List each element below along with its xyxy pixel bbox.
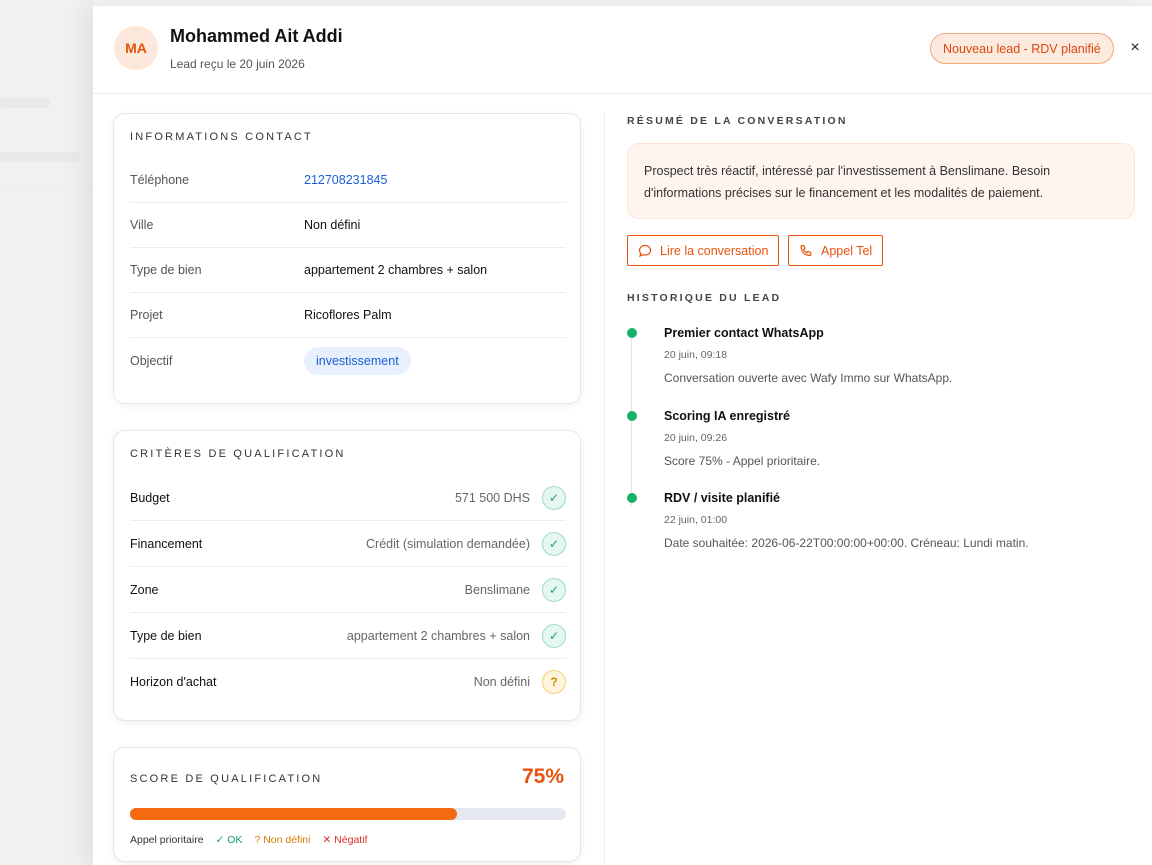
timeline-time: 22 juin, 01:00 [664,514,728,526]
criteria-value: appartement 2 chambres + salon [346,629,530,643]
background-nav-item [0,98,50,108]
criteria-label: Budget [130,491,170,505]
info-row-phone [130,158,566,203]
lead-drawer [93,5,1152,865]
qualification-score-card [113,747,581,862]
criteria-row-budget [130,475,566,521]
score-progress-bar [130,808,566,820]
card-title: CRITÈRES DE QUALIFICATION [130,448,346,460]
close-icon[interactable]: × [1130,39,1140,56]
check-icon: ✓ [542,578,566,602]
criteria-row-property-type [130,613,566,659]
timeline-desc: Conversation ouverte avec Wafy Immo sur WhatsApp. [664,371,953,385]
criteria-label: Horizon d'achat [130,675,217,689]
history-title: HISTORIQUE DU LEAD [627,292,782,304]
contact-info-card [113,113,581,404]
read-conversation-label: Lire la conversation [660,243,769,258]
avatar: MA [114,26,158,70]
timeline-line [631,336,632,506]
criteria-row-financing [130,521,566,567]
legend-ok: ✓ OK [215,834,243,846]
drawer-header [93,6,1152,94]
check-icon: ✓ [542,486,566,510]
criteria-row-zone [130,567,566,613]
legend-negative: ✕ Négatif [322,834,368,846]
background-divider [0,188,93,189]
info-row-project [130,293,566,338]
info-label: Objectif [130,354,173,368]
criteria-value: Benslimane [464,583,530,597]
criteria-label: Zone [130,583,159,597]
info-row-city [130,203,566,248]
question-icon: ? [542,670,566,694]
info-value: Ricoflores Palm [304,308,392,322]
check-icon: ✓ [542,532,566,556]
legend-unknown: ? Non défini [254,834,311,846]
info-label: Projet [130,308,163,322]
timeline-dot [627,493,637,503]
qualification-criteria-card [113,430,581,721]
info-value: appartement 2 chambres + salon [304,263,488,277]
timeline-title: Scoring IA enregistré [664,409,790,423]
criteria-label: Financement [130,537,203,551]
check-icon: ✓ [542,624,566,648]
lead-name: Mohammed Ait Addi [170,26,343,46]
timeline-title: Premier contact WhatsApp [664,326,824,340]
score-value: 75% [521,765,564,788]
timeline-time: 20 juin, 09:18 [664,349,728,361]
phone-icon [799,244,813,258]
info-value: Non défini [304,218,361,232]
background-sidebar [0,0,93,865]
criteria-row-horizon [130,659,566,705]
criteria-label: Type de bien [130,629,202,643]
call-label: Appel Tel [821,243,873,258]
background-nav-item [0,152,80,162]
info-label: Téléphone [130,173,190,187]
info-label: Ville [130,218,154,232]
info-row-objective [130,339,566,384]
legend-main: Appel prioritaire [130,834,204,846]
timeline-dot [627,328,637,338]
card-title: INFORMATIONS CONTACT [130,131,313,143]
summary-title: RÉSUMÉ DE LA CONVERSATION [627,115,848,127]
criteria-value: 571 500 DHS [454,491,530,505]
criteria-value: Non défini [473,675,530,689]
column-divider [604,112,605,865]
objective-tag: investissement [304,347,411,375]
card-title: SCORE DE QUALIFICATION [130,773,323,785]
timeline-dot [627,411,637,421]
timeline-desc: Score 75% - Appel prioritaire. [664,454,821,468]
conversation-summary: Prospect très réactif, intéressé par l'investissement à Benslimane. Besoin d'informations précises sur le financement et les modalités de paiement. [627,143,1135,219]
timeline-title: RDV / visite planifié [664,491,781,505]
status-badge: Nouveau lead - RDV planifié [930,33,1114,64]
phone-link[interactable]: 212708231845 [304,173,388,187]
score-progress-fill [130,808,457,820]
call-button[interactable] [788,235,883,266]
timeline-time: 20 juin, 09:26 [664,432,728,444]
score-legend [130,834,367,846]
timeline-desc: Date souhaitée: 2026-06-22T00:00:00+00:00. Créneau: Lundi matin. [664,536,1029,550]
info-row-property-type [130,248,566,293]
chat-bubble-icon [638,244,652,258]
read-conversation-button[interactable] [627,235,779,266]
info-label: Type de bien [130,263,202,277]
lead-received-date: Lead reçu le 20 juin 2026 [170,57,305,71]
criteria-value: Crédit (simulation demandée) [366,537,530,551]
